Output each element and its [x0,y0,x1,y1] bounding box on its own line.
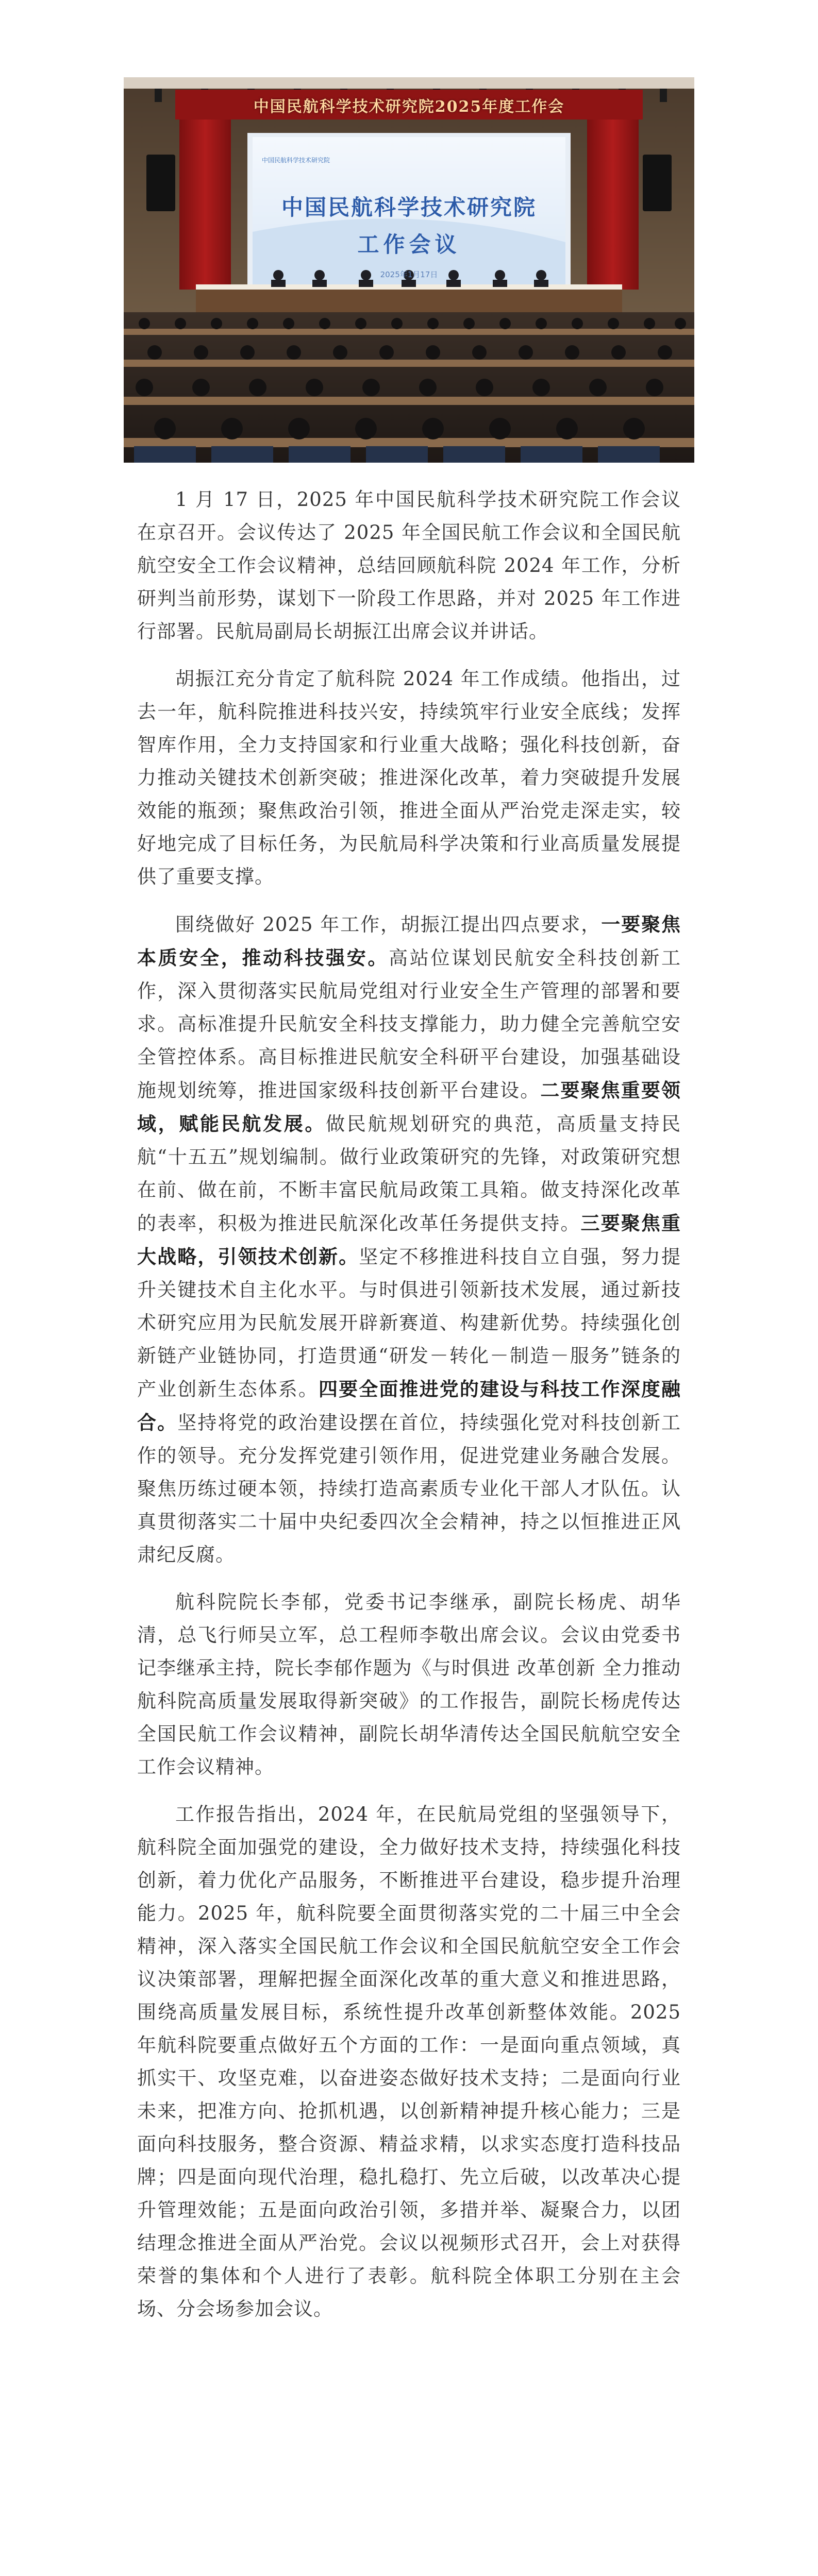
paragraph [137,1798,681,2326]
article-body [124,483,694,2326]
paragraph [137,663,681,893]
body-text: 坚持将党的政治建设摆在首位，持续强化党对科技创新工作的领导。充分发挥党建引领作用，促进党建业务融合发展。聚焦历练过硬本领，持续打造高素质专业化干部人才队伍。认真贯彻落实二十届中央纪委四次全会精神，持之以恒推进正风肃纪反腐。 [137,1412,681,1566]
screen-title-line2: 工作会议 [357,232,461,257]
emphasis-text: 四要全面推进党的建设与科技工作深度融合。 [137,1378,681,1434]
emphasis-text: 二要聚焦重要领域，赋能民航发展。 [137,1079,681,1135]
emphasis-text: 一要聚焦本质安全，推动科技强安。 [137,913,681,969]
body-text: 航科院院长李郁，党委书记李继承，副院长杨虎、胡华清，总飞行师吴立军，总工程师李敬出席会议。会议由党委书记李继承主持，院长李郁作题为《与时俱进 改革创新 全力推动航科院高质量发展取得新突破》的工作报告，副院长杨虎传达全国民航工作会议精神，副院长胡华清传达全国民航航空安全工作会议精神。 [137,1591,681,1778]
conference-photo [124,77,694,463]
body-text: 胡振江充分肯定了航科院 2024 年工作成绩。他指出，过去一年，航科院推进科技兴安，持续筑牢行业安全底线；发挥智库作用，全力支持国家和行业重大战略；强化科技创新，奋力推动关键技术创新突破；推进深化改革，着力突破提升发展效能的瓶颈；聚焦政治引领，推进全面从严治党走深走实，较好地完成了目标任务，为民航局科学决策和行业高质量发展提供了重要支撑。 [137,668,681,888]
article [124,77,694,2340]
paragraph [137,1586,681,1784]
body-text: 围绕做好 2025 年工作，胡振江提出四点要求， [175,913,602,936]
body-text: 高站位谋划民航安全科技创新工作，深入贯彻落实民航局党组对行业安全生产管理的部署和要求。高标准提升民航安全科技支撑能力，助力健全完善航空安全管控体系。高目标推进民航安全科研平台建设，加强基础设施规划统筹，推进国家级科技创新平台建设。 [137,947,681,1101]
body-text: 做民航规划研究的典范，高质量支持民航“十五五”规划编制。做行业政策研究的先锋，对政策研究想在前、做在前，不断丰富民航局政策工具箱。做支持深化改革的表率，积极为推进民航深化改革任务提供支持。 [137,1113,681,1234]
screen-date: 2025年1月17日 [380,270,438,279]
body-text: 工作报告指出，2024 年，在民航局党组的坚强领导下，航科院全面加强党的建设，全力做好技术支持，持续强化科技创新，着力优化产品服务，不断推进平台建设，稳步提升治理能力。2025 年，航科院要全面贯彻落实党的二十届三中全会精神，深入落实全国民航工作会议和全国民航航空安全工作会议决策部署，理解把握全面深化改革的重大意义和推进思路，围绕高质量发展目标，系统性提升改革创新整体效能。2025 年航科院要重点做好五个方面的工作：一是面向重点领域，真抓实干、攻坚克难，以奋进姿态做好技术支持；二是面向行业未来，把准方向、抢抓机遇，以创新精神提升核心能力；三是面向科技服务，整合资源、精益求精，以求实态度打造科技品牌；四是面向现代治理，稳扎稳打、先立后破，以改革决心提升管理效能；五是面向政治引领，多措并举、凝聚合力，以团结理念推进全面从严治党。会议以视频形式召开，会上对获得荣誉的集体和个人进行了表彰。航科院全体职工分别在主会场、分会场参加会议。 [137,1803,681,2320]
emphasis-text: 三要聚焦重大战略，引领技术创新。 [137,1212,681,1268]
banner-text: 中国民航科学技术研究院2025年度工作会 [253,98,565,116]
screen-logo: 中国民航科学技术研究院 [262,157,330,164]
body-text: 1 月 17 日，2025 年中国民航科学技术研究院工作会议在京召开。会议传达了 2025 年全国民航工作会议和全国民航航空安全工作会议精神，总结回顾航科院 2024 年工作，分析研判当前形势，谋划下一阶段工作思路，并对 2025 年工作进行部署。民航局副局长胡振江出席会议并讲话。 [137,488,681,642]
paragraph [137,483,681,648]
screen-title-line1: 中国民航科学技术研究院 [281,195,537,220]
body-text: 坚定不移推进科技自立自强，努力提升关键技术自主化水平。与时俱进引领新技术发展，通过新技术研究应用为民航发展开辟新赛道、构建新优势。持续强化创新链产业链协同，打造贯通“研发－转化－制造－服务”链条的产业创新生态体系。 [137,1246,681,1400]
paragraph [137,908,681,1571]
